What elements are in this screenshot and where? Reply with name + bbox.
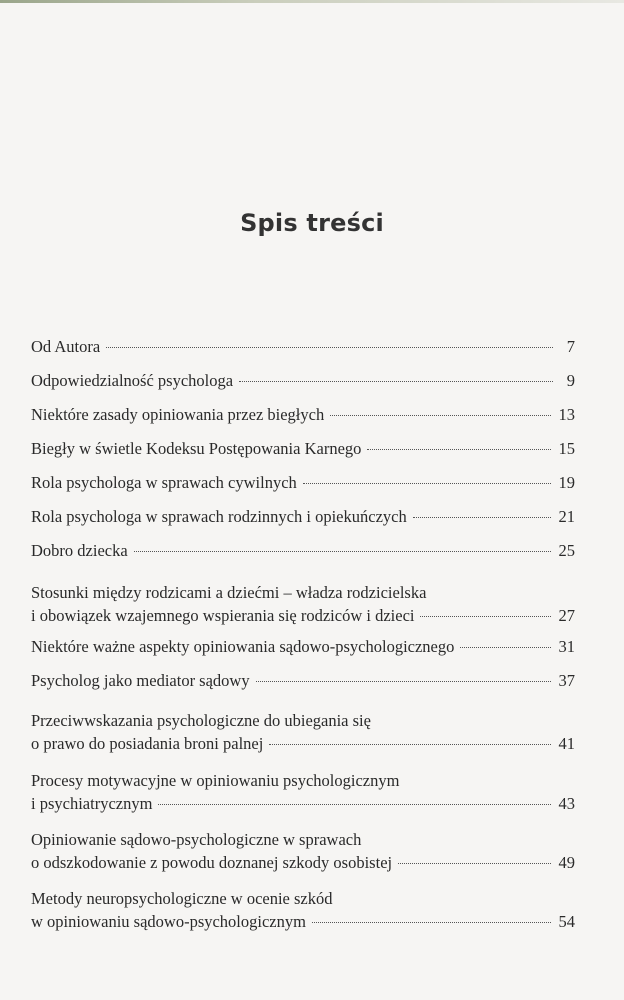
dot-leader	[303, 483, 551, 484]
dot-leader	[134, 551, 551, 552]
dot-leader	[312, 922, 551, 923]
toc-entry[interactable]	[31, 669, 575, 692]
toc-page-number: 31	[558, 637, 575, 656]
toc-entry-title: i obowiązek wzajemnego wspierania się rodziców i dzieci	[31, 606, 415, 625]
toc-entry-line	[31, 669, 575, 692]
toc-page-number: 54	[558, 912, 575, 931]
toc-entry[interactable]	[31, 403, 575, 426]
dot-leader	[256, 681, 551, 682]
toc-entry[interactable]	[31, 581, 575, 627]
toc-entry-title: Biegły w świetle Kodeksu Postępowania Karnego	[31, 439, 362, 458]
toc-page-number: 49	[558, 853, 575, 872]
toc-entry-line	[31, 792, 575, 815]
dot-leader	[269, 744, 550, 745]
toc-entry-title: Odpowiedzialność psychologa	[31, 371, 234, 390]
toc-entry-title: w opiniowaniu sądowo-psychologicznym	[31, 912, 306, 931]
toc-page-number: 13	[558, 405, 575, 424]
dot-leader	[239, 381, 553, 382]
toc-page-number: 41	[558, 734, 575, 753]
toc-entry[interactable]	[31, 505, 575, 528]
toc-entry-title: Metody neuropsychologiczne w ocenie szkód	[31, 889, 333, 908]
page-top-edge	[0, 0, 624, 3]
toc-entry-line	[31, 851, 575, 874]
toc-entry-title: Niektóre zasady opiniowania przez biegłych	[31, 405, 325, 424]
toc-entry-line	[31, 471, 575, 494]
dot-leader	[330, 415, 550, 416]
toc-entry[interactable]	[31, 828, 575, 874]
toc-page-number: 19	[558, 473, 575, 492]
toc-page-number: 21	[558, 507, 575, 526]
toc-entry-title: Stosunki między rodzicami a dziećmi – władza rodzicielska	[31, 583, 427, 602]
toc-entry[interactable]	[31, 539, 575, 562]
dot-leader	[420, 616, 550, 617]
toc-entry-line	[31, 505, 575, 528]
toc-entry-line	[31, 910, 575, 933]
toc-entry-title: Od Autora	[31, 337, 101, 356]
toc-page-number: 7	[566, 337, 575, 356]
toc-entry-line	[31, 369, 575, 392]
toc-page-number: 27	[558, 606, 575, 625]
toc-entry-title: Przeciwwskazania psychologiczne do ubiegania się	[31, 711, 371, 730]
toc-entry-line	[31, 403, 575, 426]
toc-page-number: 9	[566, 371, 575, 390]
toc-page-number: 37	[558, 671, 575, 690]
toc-entry-title: Opiniowanie sądowo-psychologiczne w sprawach	[31, 830, 362, 849]
dot-leader	[460, 647, 550, 648]
toc-entry-title: Niektóre ważne aspekty opiniowania sądowo-psychologicznego	[31, 637, 455, 656]
toc-entry-title: o odszkodowanie z powodu doznanej szkody osobistej	[31, 853, 393, 872]
toc-page-number: 43	[558, 794, 575, 813]
page-title: Spis treści	[240, 209, 384, 238]
toc-entry[interactable]	[31, 887, 575, 933]
toc-entry[interactable]	[31, 369, 575, 392]
toc-entry-title: Psycholog jako mediator sądowy	[31, 671, 250, 690]
toc-entry-line	[31, 635, 575, 658]
toc-entry-title: o prawo do posiadania broni palnej	[31, 734, 264, 753]
toc-page-number: 25	[558, 541, 575, 560]
toc-entry-title: i psychiatrycznym	[31, 794, 153, 813]
toc-entry-title: Rola psychologa w sprawach cywilnych	[31, 473, 297, 492]
dot-leader	[106, 347, 553, 348]
toc-entry[interactable]	[31, 709, 575, 755]
toc-entry[interactable]	[31, 437, 575, 460]
toc-entry-line	[31, 539, 575, 562]
toc-entry[interactable]	[31, 769, 575, 815]
dot-leader	[398, 863, 550, 864]
toc-entry-line	[31, 335, 575, 358]
toc-entry-title: Rola psychologa w sprawach rodzinnych i opiekuńczych	[31, 507, 407, 526]
toc-entry[interactable]	[31, 635, 575, 658]
dot-leader	[158, 804, 550, 805]
toc-entry-title: Procesy motywacyjne w opiniowaniu psychologicznym	[31, 771, 400, 790]
toc-entry[interactable]	[31, 471, 575, 494]
toc-entry[interactable]	[31, 335, 575, 358]
toc-page-number: 15	[558, 439, 575, 458]
toc-entry-title: Dobro dziecka	[31, 541, 128, 560]
toc-entry-line	[31, 732, 575, 755]
toc-entry-line	[31, 604, 575, 627]
dot-leader	[413, 517, 551, 518]
dot-leader	[367, 449, 550, 450]
toc-entry-line	[31, 437, 575, 460]
